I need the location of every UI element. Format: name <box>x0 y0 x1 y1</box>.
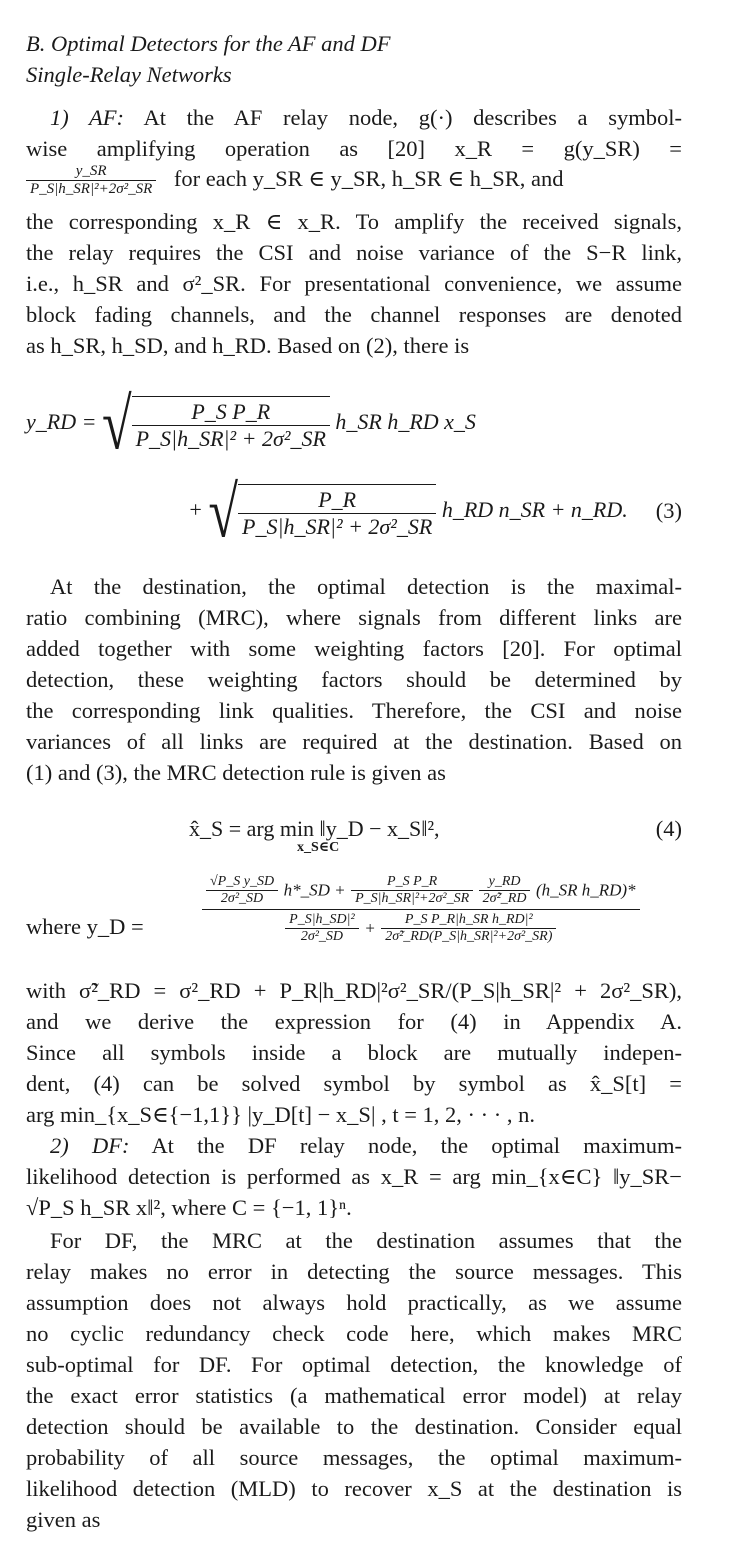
yd-fraction <box>202 874 640 945</box>
eq3-lhs: y_RD = <box>26 409 97 435</box>
p3-line-1: with σ̃²_RD = σ²_RD + P_R|h_RD|²σ²_SR/(P_S|h_SR|² + 2σ²_SR), <box>26 978 682 1003</box>
eq4 <box>189 816 440 855</box>
df-line-3: √P_S h_SR x‖², where C = {−1, 1}ⁿ. <box>26 1195 352 1220</box>
p4-line-6: the exact error statistics (a mathematical error model) at relay <box>26 1383 682 1408</box>
af-line-1: 1) AF: At the AF relay node, g(·) describes a symbol- <box>50 105 682 130</box>
p2-line-6: variances of all links are required at the destination. Based on <box>26 729 682 754</box>
p3-line-3: Since all symbols inside a block are mutually indepen- <box>26 1040 682 1065</box>
df-line-2: likelihood detection is performed as x_R = arg min_{x∈C} ‖y_SR− <box>26 1164 682 1189</box>
af-line-6: i.e., h_SR and σ²_SR. For presentational convenience, we assume <box>26 271 682 296</box>
af-line-4: the corresponding x_R ∈ x_R. To amplify the received signals, <box>26 209 682 234</box>
af-inline-fraction: $\frac{y\_SR}{\text{P\_S|h\_SR|²+2σ²\_SR}}$ <box>26 163 156 198</box>
p4-line-3: assumption does not always hold practically, as we assume <box>26 1290 682 1315</box>
af-line-8: as h_SR, h_SD, and h_RD. Based on (2), there is <box>26 333 470 358</box>
eq3-number: (3) <box>655 498 682 523</box>
af-line-5: the relay requires the CSI and noise variance of the S−R link, <box>26 240 682 265</box>
p3-line-5: arg min_{x_S∈{−1,1}} |y_D[t] − x_S| , t = 1, 2, · · · , n. <box>26 1102 535 1127</box>
af-line-3: $\frac{y\_SR}{\text{P\_S|h\_SR|²+2σ²\_SR}}$ for each y_SR ∈ y_SR, h_SR ∈ h_SR, and <box>26 163 682 198</box>
p4-line-10: given as <box>26 1507 101 1532</box>
df-line-1: 2) DF: At the DF relay node, the optimal maximum- <box>50 1133 682 1158</box>
af-label: 1) AF: <box>50 105 125 130</box>
p4-line-1: For DF, the MRC at the destination assumes that the <box>50 1228 682 1253</box>
p2-line-3: added together with some weighting factors [20]. For optimal <box>26 636 682 661</box>
eq3-second-line: + √ $\frac{P\_R}{\text{P\_S|h\_SR|² + 2σ²\_SR}}$ h_RD n_SR + n_RD. <box>188 471 628 553</box>
eq3-first-line: y_RD = √ $\frac{\text{P\_S P\_R}}{\text{P\_S|h\_SR|² + 2σ²\_SR}}$ h_SR h_RD x_S <box>26 383 476 465</box>
af-line-2: wise amplifying operation as [20] x_R = g(y_SR) = <box>26 136 682 161</box>
af-line-7: block fading channels, and the channel responses are denoted <box>26 302 682 327</box>
eq4-expression: x̂_S = arg min ‖y_D − x_S‖², <box>189 816 440 841</box>
p2-line-4: detection, these weighting factors should be determined by <box>26 667 682 692</box>
p2-line-2: ratio combining (MRC), where signals from different links are <box>26 605 682 630</box>
yd-label: where y_D = <box>26 914 144 939</box>
p2-line-5: the corresponding link qualities. Therefore, the CSI and noise <box>26 698 682 723</box>
section-heading-line-2: Single-Relay Networks <box>26 62 232 87</box>
p3-line-4: dent, (4) can be solved symbol by symbol as x̂_S[t] = <box>26 1071 682 1096</box>
yd-denominator: $\frac{\text{P\_S|h\_SD|²}}{\text{2σ²\_SD}}$ + $\frac{\text{P\_S P\_R|h\_SR h\_RD|²}}{\text{2σ̃²\_RD(P\_S|h\_SR|²+2σ²\_SR)}}$ <box>202 910 640 945</box>
p2-line-1: At the destination, the optimal detection is the maximal- <box>50 574 682 599</box>
section-heading-line-1: B. Optimal Detectors for the AF and DF <box>26 31 391 56</box>
p2-line-7: (1) and (3), the MRC detection rule is given as <box>26 760 446 785</box>
df-label: 2) DF: <box>50 1133 130 1158</box>
eq4-argmin-subscript: x_S∈C <box>297 840 340 855</box>
eq3-sqrt-2: √ $\frac{P\_R}{\text{P\_S|h\_SR|² + 2σ²\_SR}}$ <box>208 484 436 540</box>
p4-line-7: detection should be available to the destination. Consider equal <box>26 1414 682 1439</box>
p4-line-5: sub-optimal for DF. For optimal detection, the knowledge of <box>26 1352 682 1377</box>
p3-line-2: and we derive the expression for (4) in Appendix A. <box>26 1009 682 1034</box>
p4-line-8: probability of all source messages, the optimal maximum- <box>26 1445 682 1470</box>
p4-line-9: likelihood detection (MLD) to recover x_S at the destination is <box>26 1476 682 1501</box>
p4-line-4: no cyclic redundancy check code here, which makes MRC <box>26 1321 682 1346</box>
eq3-sqrt-1: √ $\frac{\text{P\_S P\_R}}{\text{P\_S|h\_SR|² + 2σ²\_SR}}$ <box>102 396 330 452</box>
p4-line-2: relay makes no error in detecting the source messages. This <box>26 1259 682 1284</box>
yd-numerator: $\frac{\text{√P\_S y\_SD}}{\text{2σ²\_SD}}$ h*_SD + $\frac{\text{P\_S P\_R}}{\text{P\_S|h\_SR|²+2σ²\_SR}}$ $\frac{y\_RD}{\text{2σ̃²\_RD}}$ (h_SR h_RD)* <box>202 874 640 910</box>
eq4-number: (4) <box>655 816 682 841</box>
